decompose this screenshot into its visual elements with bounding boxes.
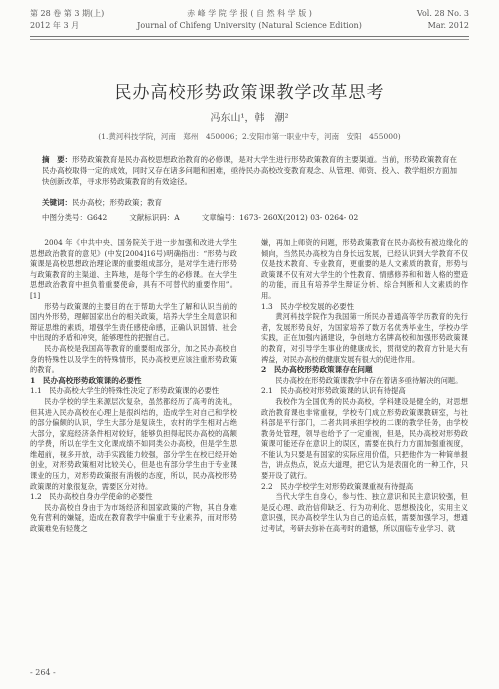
- body-column-left: [30, 238, 237, 535]
- abstract-label: 摘 要：: [42, 155, 73, 164]
- page-number: - 264 -: [30, 668, 56, 677]
- header-volume: 第 28 卷 第 3 期(上) 2012 年 3 月: [30, 9, 105, 30]
- body-paragraph: 黄河科技学院作为我国第一所民办普通高等学历教育的先行者，发展形势良好，为国家培养了数万名优秀毕业生，学校办学实践，正在加强内涵建设，争创地方名牌高校和加强形势政策课的教育，对引导学生事业的健康成长，贯彻党的教育方针是大有裨益，对民办高校的健康发展有很大的促进作用。: [261, 312, 468, 364]
- abstract-text: 形势政策教育是民办高校思想政治教育的必修课，是对大学生进行形势政策教育的主要渠道。当前，形势政策教育在民办高校取得一定的成效，同时又存在诸多问题和困难，亟待民办高校改变教育观念、从管理、师资、投入、教学组织方面加快创新改革，寻求形势政策教育的有效途径。: [42, 155, 457, 186]
- section-heading: 2 民办高校形势政策课存在问题: [261, 365, 373, 375]
- header-rule: [30, 36, 469, 37]
- body-paragraph: 民办高校是我国高等教育的重要组成部分，加之民办高校自身的特殊性以及学生的特殊情形，民办高校更应该注重形势政策的教育。: [30, 343, 237, 375]
- keywords-text: 民办高校；形势政策；教育: [72, 198, 162, 207]
- section-heading: 1 民办高校形势政策课的必要性: [30, 375, 142, 385]
- header-volume-en: Vol. 28 No. 3 Mar. 2012: [416, 9, 469, 30]
- paper-authors: 冯东山¹，韩 潮²: [210, 113, 289, 124]
- body-paragraph: 2004 年《中共中央、国务院关于进一步加强和改进大学生思想政治教育的意见》(中发[2004]16号)明确指出：“形势与政策课是高校思想政治理论课的重要组成部分，是对学生进行形势与政策教育的主渠道、主阵地，是每个学生的必修课。在大学生思想政治教育中担负着重要使命，具有不可替代的重要作用”。[1]: [30, 238, 237, 300]
- classification-line: [42, 212, 457, 223]
- body-paragraph: 当代大学生自身心，参与性、独立意识和民主意识较强，但是反心理、政治信仰缺乏、行为功利化、思想极浅化，实用主义意识强，民办高校学生认为自己的追点低，需要加强学习，想通过考试，考研去弥补在高考时的遗憾，所以面临专业学习、就: [261, 492, 468, 534]
- keywords-label: 关键词：: [42, 198, 72, 207]
- body-paragraph: 民办学校的学生来源层次复杂，虽然都经历了高考的洗礼，但其进入民办高校在心理上是很纠结的，造成学生对自己和学校的部分偏颇的认识，学生大部分是复读生，农村的学生相对占绝大部分，家庭经济条件相对较好，能够负担得起民办高校的高额的学费，所以在学生文化课成绩不如同类公办高校，但是学生思维超前，视多开放，动手实践能力较强，部分学生在校已经开始创业，对形势政策相对比较关心，但是也有部分学生由于专业课课业的压力，对形势政策报有消极的态度，所以，民办高校形势政策课的对象很复杂，需要区分对待。: [30, 396, 237, 491]
- journal-header: [30, 6, 469, 46]
- body-paragraph: 民办高校在形势政策课教学中存在着诸多亟待解决的问题。: [275, 375, 463, 385]
- body-column-right: [261, 238, 468, 535]
- paper-affiliation: (1.黄河科技学院，河南 郑州 450006；2.安阳市第一职业中专，河南 安阳 455000): [98, 132, 401, 141]
- body-paragraph: 嫌，再加上师资的问题，形势政策教育在民办高校有被边缘化的倾向，当然民办高校为自身长远发展，已经认识到大学教育不仅仅是技术教育、专业教育，更重要的是人文素质的教育，形势与政策课不仅有对大学生的个性教育、情感修养和和谐人格的塑造的功能，而且有培养学生辩证分析、综合判断和人文素质的作用。: [261, 238, 468, 300]
- body-paragraph: 民办高校自身由于为市场经济和国家政策的产物，其自身难免有营利的嫌疑，造成在教育教学中偏重于专业素养，而对形势政策难免有轻蔑之: [30, 502, 237, 534]
- header-rule-thin: [30, 39, 469, 40]
- abstract: [42, 154, 457, 187]
- body-paragraph: 我校作为全国优秀的民办高校，学科建设是健全的，对思想政治教育课也非常重视，学校专门成立形势政策课教研室，与社科部是平行部门，二者共同承担学校的二课的教学任务，由学校教务处管理，领导也给予了一定重视，但是，民办高校对形势政策课可能还存在意识上的误区，需要在执行力方面加强重视度，不能认为只要是有国家的实际应用价值，只把他作为一种简单报告，讲点热点，说点大道理，把它认为是表面化的一种工作，只要开设了就行。: [261, 396, 468, 481]
- article-number: 文章编号：1673- 260X(2012) 03- 0264- 02: [201, 213, 359, 222]
- subsection-heading: 1.3 民办学校发展的必要性: [261, 301, 355, 311]
- keywords: [42, 197, 457, 208]
- document-code: 文献标识码：A: [129, 213, 180, 222]
- clc-number: 中图分类号：G642: [42, 213, 108, 222]
- paper-title: 民办高校形势政策课教学改革思考: [114, 83, 385, 103]
- body-paragraph: 形势与政策课的主要目的在于帮助大学生了解和认识当前的国内外形势，理解国家出台的相关政策，培养大学生全局意识和辩证思维的素质，增强学生责任感使命感，正确认识国情、社会中出现的矛盾和冲突，能够理性的把握自己。: [30, 301, 237, 343]
- header-journal-title: 赤 峰 学 院 学 报 ( 自 然 科 学 版 ) Journal of Chifeng University (Natural Science Edition): [137, 9, 362, 30]
- subsection-heading: 1.1 民办高校大学生的特殊性决定了形势政策课的必要性: [30, 386, 220, 396]
- subsection-heading: 2.1 民办高校对形势政策课的认识有待提高: [261, 386, 406, 396]
- subsection-heading: 1.2 民办高校自身办学使命的必要性: [30, 492, 153, 502]
- subsection-heading: 2.2 民办学校学生对形势政策课重视有待提高: [261, 481, 414, 491]
